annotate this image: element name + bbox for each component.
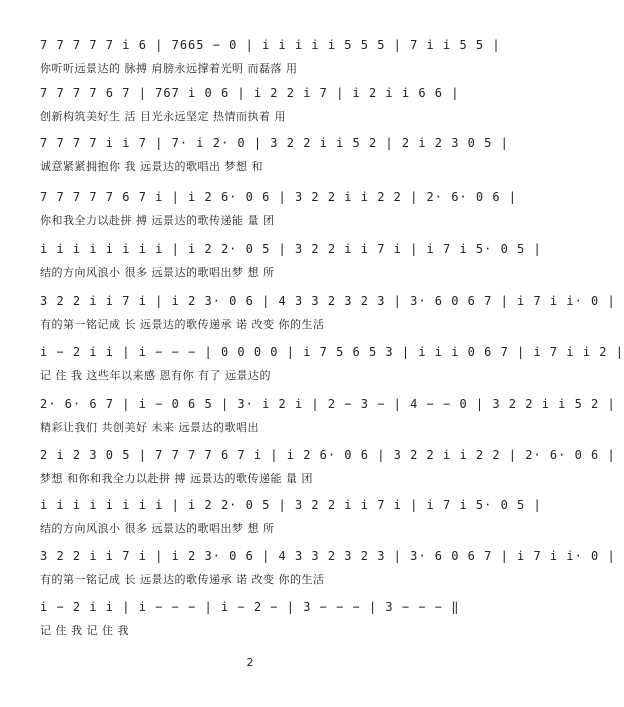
notation-line: 2 i 2 3 0 5 | 7 7 7 7 6 7 i | i 2 6· 0 6 | 3 2 2 i i 2 2 | 2· 6· 0 6 | [40,448,616,462]
lyric-line: 你听听远景达的 脉搏 肩膀永远撑着光明 而磊落 用 [40,62,298,75]
system-12 [40,600,470,642]
notation-line: i i i i i i i i | i 2 2· 0 5 | 3 2 2 i i 7 i | i 7 i 5· 0 5 | [40,242,542,256]
system-7 [40,345,624,387]
lyric-line: 结的方向风浪小 很多 远景达的歌唱出梦 想 所 [40,522,275,535]
notation-line: 3 2 2 i i 7 i | i 2 3· 0 6 | 4 3 3 2 3 2 3 | 3· 6 0 6 7 | i 7 i i· 0 | [40,549,616,563]
system-2 [40,86,470,128]
system-1 [40,38,501,80]
notation-line: i i i i i i i i | i 2 2· 0 5 | 3 2 2 i i 7 i | i 7 i 5· 0 5 | [40,498,542,512]
notation-line: 7 7 7 7 7 i 6 | 7665 − 0 | i i i i i 5 5 5 | 7 i i 5 5 | [40,38,501,52]
notation-line: 2· 6· 6 7 | i − 0 6 5 | 3· i 2 i | 2 − 3 − | 4 − − 0 | 3 2 2 i i 5 2 | [40,397,616,411]
notation-line: 7 7 7 7 i i 7 | 7· i 2· 0 | 3 2 2 i i 5 2 | 2 i 2 3 0 5 | [40,136,509,150]
system-10 [40,498,542,540]
lyric-line: 创新构筑美好生 活 目光永远坚定 热情而执着 用 [40,110,286,123]
notation-line: i − 2 i i | i − − − | 0 0 0 0 | i 7 5 6 5 3 | i i i 0 6 7 | i 7 i i 2 | [40,345,624,359]
system-8 [40,397,616,439]
notation-line: 3 2 2 i i 7 i | i 2 3· 0 6 | 4 3 3 2 3 2 3 | 3· 6 0 6 7 | i 7 i i· 0 | [40,294,616,308]
system-5 [40,242,542,284]
system-3 [40,136,509,178]
lyric-line: 诚意紧紧拥抱你 我 远景达的歌唱出 梦想 和 [40,160,263,173]
notation-line: 7 7 7 7 7 6 7 i | i 2 6· 0 6 | 3 2 2 i i 2 2 | 2· 6· 0 6 | [40,190,518,204]
lyric-line: 梦想 和你和我全力以赴拼 搏 远景达的歌传递能 量 团 [40,472,313,485]
system-9 [40,448,616,490]
notation-line: i − 2 i i | i − − − | i − 2 − | 3 − − − | 3 − − − ‖ [40,600,460,614]
system-4 [40,190,518,232]
notation-line: 7 7 7 7 6 7 | 767 i 0 6 | i 2 2 i 7 | i 2 i i 6 6 | [40,86,460,100]
lyric-line: 有的第一铭记成 长 远景达的歌传递承 诺 改变 你的生活 [40,318,325,331]
lyric-line: 精彩让我们 共创美好 未来 远景达的歌唱出 [40,421,259,434]
lyric-line: 你和我全力以赴拼 搏 远景达的歌传递能 量 团 [40,214,275,227]
lyric-line: 有的第一铭记成 长 远景达的歌传递承 诺 改变 你的生活 [40,573,325,586]
system-6 [40,294,616,336]
lyric-line: 结的方向风浪小 很多 远景达的歌唱出梦 想 所 [40,266,275,279]
lyric-line: 记 住 我 这些年以来感 恩有你 有了 远景达的 [40,369,271,382]
system-11 [40,549,616,591]
lyric-line: 记 住 我 记 住 我 [40,624,129,637]
page-number: 2 [246,656,254,669]
